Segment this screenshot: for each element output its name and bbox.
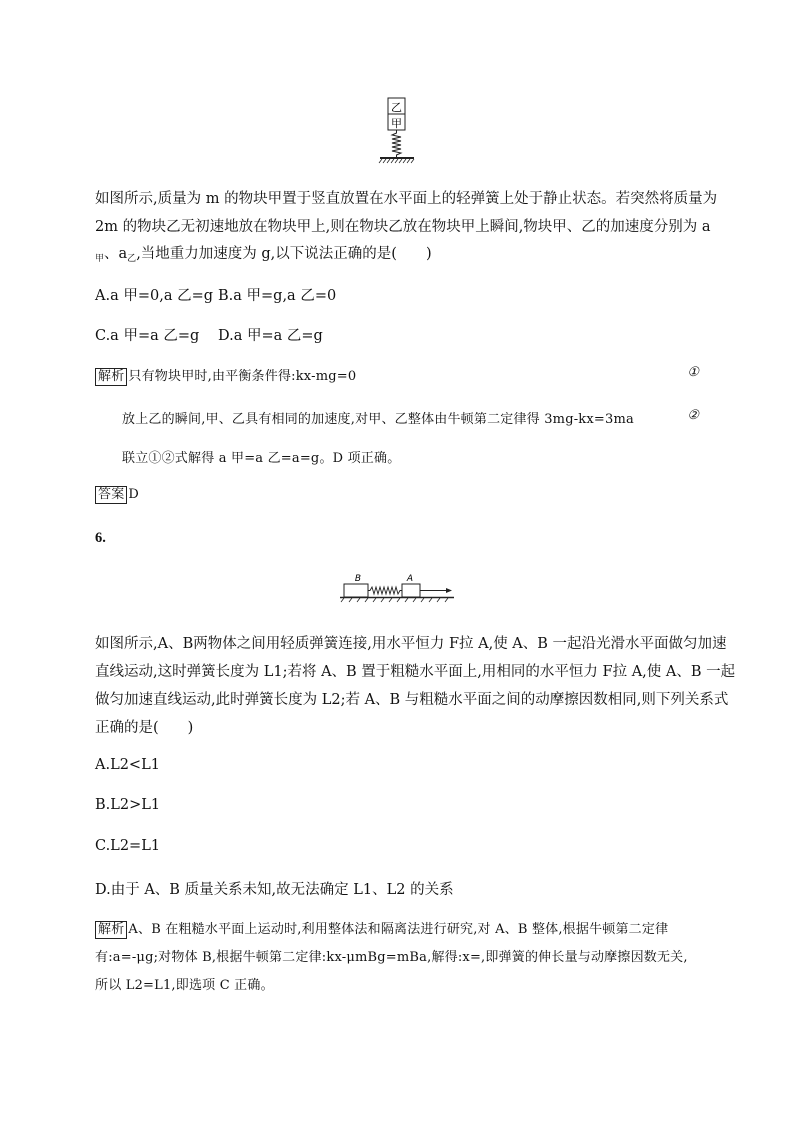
q6-stem-line3: 做匀加速直线运动,此时弹簧长度为 L2;若 A、B 与粗糙水平面之间的动摩擦因数相同,则下列关系式 <box>95 692 729 708</box>
sub-yi: 乙 <box>127 254 137 264</box>
block-jia-label: 甲 <box>391 117 402 130</box>
q5-answer: 答案 D <box>95 486 139 504</box>
q5-solution-line3: 联立①②式解得 a 甲=a 乙=a=g。D 项正确。 <box>122 451 401 466</box>
q6-stem-line1: 如图所示,A、B两物体之间用轻质弹簧连接,用水平恒力 F拉 A,使 A、B 一起沿光滑水平面做匀加速 <box>95 636 727 652</box>
solution-tag: 解析 <box>95 368 127 386</box>
q6-option-d: D.由于 A、B 质量关系未知,故无法确定 L1、L2 的关系 <box>95 882 454 898</box>
q6-solution-line2: 有:a=-μg;对物体 B,根据牛顿第二定律:kx-μmBg=mBa,解得:x=,即弹簧的伸长量与动摩擦因数无关, <box>95 950 688 965</box>
answer-tag: 答案 <box>95 486 127 504</box>
q6-solution-line3: 所以 L2=L1,即选项 C 正确。 <box>95 978 274 993</box>
block-yi-label: 乙 <box>391 101 402 114</box>
q5-stem-line2: 2m 的物块乙无初速地放在物块甲上,则在物块乙放在物块甲上瞬间,物块甲、乙的加速度分别为 a <box>95 219 711 235</box>
q6-option-c: C.L2=L1 <box>95 838 161 854</box>
sub-jia: 甲 <box>95 254 105 264</box>
block-b-label: B <box>354 574 362 584</box>
q5-option-b: B.a 甲=g,a 乙=0 <box>218 288 337 304</box>
spring-connected-blocks-figure <box>338 572 458 606</box>
equation-mark-2: ② <box>687 408 699 423</box>
q6-option-a: A.L2<L1 <box>95 757 160 773</box>
q5-option-c: C.a 甲=a 乙=g <box>95 328 200 344</box>
q5-option-a: A.a 甲=0,a 乙=g <box>95 288 214 304</box>
vertical-spring <box>392 130 401 158</box>
block-a-label: A <box>406 574 414 584</box>
q6-option-b: B.L2>L1 <box>95 797 161 813</box>
q5-stem-line1: 如图所示,质量为 m 的物块甲置于竖直放置在水平面上的轻弹簧上处于静止状态。若突然将质量为 <box>95 191 718 207</box>
q6-stem-line2: 直线运动,这时弹簧长度为 L1;若将 A、B 置于粗糙水平面上,用相同的水平恒力 F拉 A,使 A、B 一起 <box>95 664 736 680</box>
horizontal-spring <box>368 587 402 594</box>
q6-stem-line4: 正确的是( ) <box>95 720 194 736</box>
equation-mark-1: ① <box>687 365 699 380</box>
q5-option-d: D.a 甲=a 乙=g <box>218 328 323 344</box>
spring-blocks-figure <box>374 96 420 168</box>
q5-solution-line1: 解析 只有物块甲时,由平衡条件得:kx-mg=0 <box>95 365 356 386</box>
q5-stem-line3: $_甲$、$a_乙$,当地重力加速度为 g,以下说法正确的是( ) <box>95 246 432 264</box>
q6-solution-line1: 解析 A、B 在粗糙水平面上运动时,利用整体法和隔离法进行研究,对 A、B 整体,根据牛顿第二定律 <box>95 918 668 939</box>
q6-number: 6. <box>95 530 106 546</box>
q5-solution-line2: 放上乙的瞬间,甲、乙具有相同的加速度,对甲、乙整体由牛顿第二定律得 3mg-kx=3ma <box>122 412 634 427</box>
solution-tag: 解析 <box>95 921 127 939</box>
